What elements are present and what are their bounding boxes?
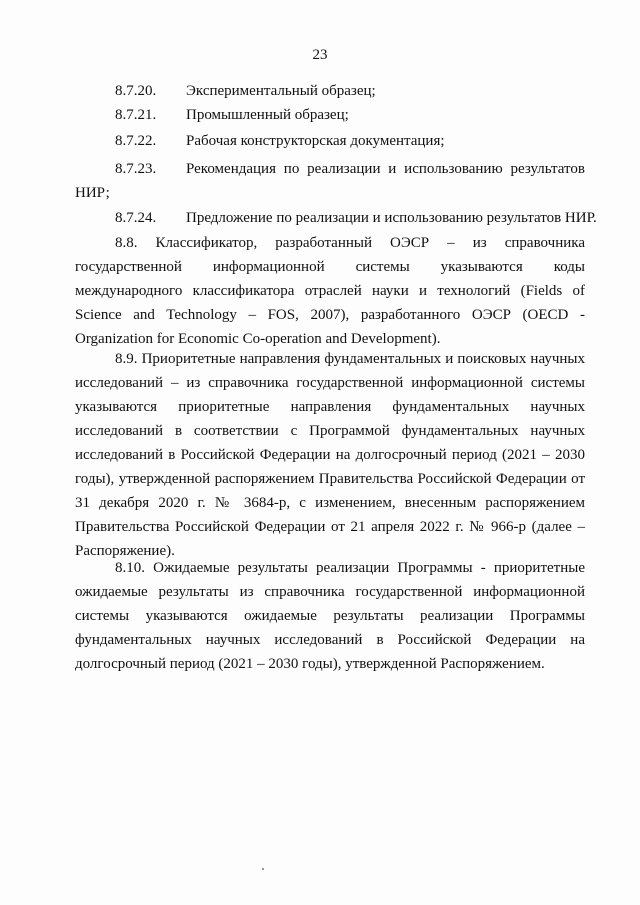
list-item-number: 8.7.20. <box>115 83 157 99</box>
list-item-text: Предложение по реализации и использованию результатов НИР. <box>186 210 597 226</box>
list-item-number: 8.7.22. <box>115 133 157 149</box>
list-item-number: 8.7.24. <box>115 210 157 226</box>
list-item-number: 8.7.21. <box>115 107 157 123</box>
list-item-text: Промышленный образец; <box>186 107 349 123</box>
paragraph-8-9: 8.9. Приоритетные направления фундаментальных и поисковых научных исследований – из справочника государственной информационной системы указываются приоритетные направления фундаментальных научных исследований в соответствии с Программой фундаментальных научных исследований в Российской Федерации на долгосрочный период (2021 – 2030 годы), утвержденной распоряжением Правительства Российской Федерации от 31 декабря 2020 г. № 3684-р, с изменением, внесенным распоряжением Правительства Российской Федерации от 21 апреля 2022 г. № 966-р (далее – Распоряжение). <box>75 351 585 559</box>
scan-speck <box>262 868 264 870</box>
list-item-8-7-23 <box>75 157 585 205</box>
list-item-text: Рекомендация по реализации и использованию результатов <box>186 161 585 177</box>
page-number: 23 <box>312 47 328 63</box>
list-item-text: Экспериментальный образец; <box>186 83 376 99</box>
list-item-text: Рабочая конструкторская документация; <box>186 133 445 149</box>
list-item-continuation: НИР; <box>75 185 110 201</box>
paragraph-8-10: 8.10. Ожидаемые результаты реализации Программы - приоритетные ожидаемые результаты из справочника государственной информационной системы указываются ожидаемые результаты реализации Программы фундаментальных научных исследований в Российской Федерации на долгосрочный период (2021 – 2030 годы), утвержденной Распоряжением. <box>75 560 585 672</box>
paragraph-8-8: 8.8. Классификатор, разработанный ОЭСР – из справочника государственной информационной системы указываются коды международного классификатора отраслей науки и технологий (Fields of Science and Technology – FOS, 2007), разработанного ОЭСР (OECD - Organization for Economic Co-operation and Development). <box>75 235 585 347</box>
list-item-number: 8.7.23. <box>115 161 157 177</box>
